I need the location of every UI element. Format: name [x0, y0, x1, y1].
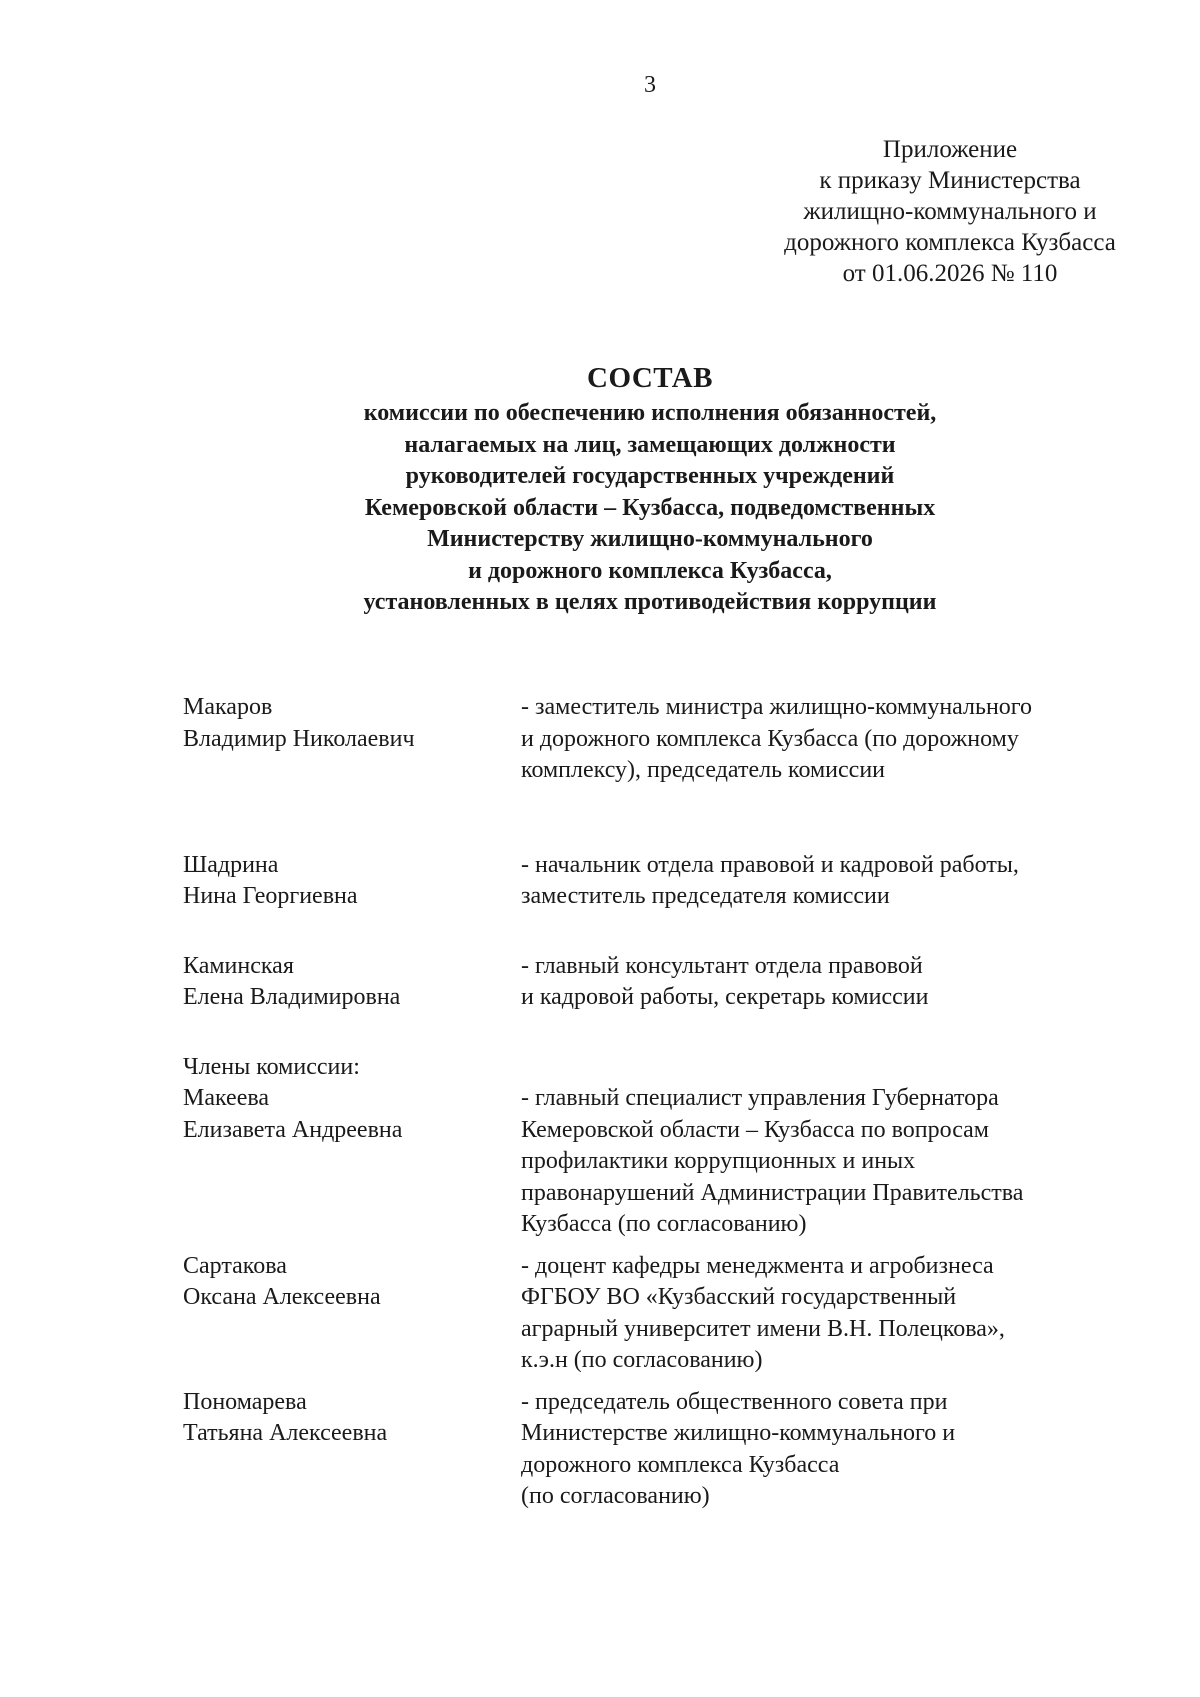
subtitle-line: Кемеровской области – Кузбасса, подведомственных	[364, 494, 936, 521]
member-role	[521, 1251, 1143, 1377]
member-name	[183, 1083, 521, 1146]
member-role	[521, 1387, 1143, 1513]
role-line: комплексу), председатель комиссии	[521, 757, 886, 783]
member-row	[183, 951, 1143, 1014]
subtitle-line: и дорожного комплекса Кузбасса,	[468, 557, 832, 584]
member-surname: Каминская	[183, 952, 294, 979]
member-row	[183, 850, 1143, 913]
member-role	[521, 850, 1143, 913]
role-line: аграрный университет имени В.Н. Полецкова»,	[521, 1315, 1005, 1342]
role-line: - председатель общественного совета при	[521, 1388, 948, 1415]
role-line: правонарушений Администрации Правительства	[521, 1179, 1024, 1206]
member-surname: Макеева	[183, 1085, 270, 1111]
subtitle-line: установленных в целях противодействия коррупции	[363, 589, 937, 615]
member-given-names: Елизавета Андреевна	[183, 1116, 403, 1143]
member-surname: Шадрина	[183, 851, 279, 878]
subtitle-line: налагаемых на лиц, замещающих должности	[404, 431, 896, 458]
member-given-names: Елена Владимировна	[183, 984, 401, 1010]
appendix-line: от 01.06.2026 № 110	[842, 260, 1058, 287]
role-line: Министерстве жилищно-коммунального и	[521, 1420, 956, 1446]
document-title: СОСТАВ	[587, 362, 713, 394]
member-name	[183, 692, 521, 755]
member-surname: Сартакова	[183, 1252, 287, 1279]
member-surname: Макаров	[183, 694, 273, 720]
subtitle-line: комиссии по обеспечению исполнения обязанностей,	[363, 400, 937, 426]
member-role	[521, 1083, 1143, 1241]
member-row	[183, 692, 1143, 787]
role-line: дорожного комплекса Кузбасса	[521, 1451, 840, 1478]
member-given-names: Татьяна Алексеевна	[183, 1420, 388, 1446]
member-name	[183, 1251, 521, 1314]
page-number: 3	[644, 72, 656, 98]
appendix-line: к приказу Министерства	[819, 167, 1081, 194]
member-given-names: Оксана Алексеевна	[183, 1284, 381, 1310]
document-subtitle	[0, 398, 1200, 619]
appendix-line: жилищно-коммунального и	[803, 198, 1097, 225]
subtitle-line: Министерству жилищно-коммунального	[427, 526, 873, 552]
role-line: заместитель председателя комиссии	[521, 883, 890, 909]
member-role	[521, 951, 1143, 1014]
role-line: профилактики коррупционных и иных	[521, 1148, 916, 1174]
role-line: к.э.н (по согласованию)	[521, 1347, 763, 1373]
role-line: - главный консультант отдела правовой	[521, 952, 923, 979]
role-line: - доцент кафедры менеджмента и агробизнеса	[521, 1252, 994, 1279]
role-line: Кузбасса (по согласованию)	[521, 1211, 807, 1237]
member-name	[183, 850, 521, 913]
members-section-label: Члены комиссии:	[183, 1053, 360, 1080]
member-name	[183, 1387, 521, 1450]
role-line: и кадровой работы, секретарь комиссии	[521, 984, 929, 1010]
member-name	[183, 951, 521, 1014]
role-line: - заместитель министра жилищно-коммунального	[521, 694, 1033, 720]
role-line: и дорожного комплекса Кузбасса (по дорожному	[521, 725, 1019, 752]
role-line: ФГБОУ ВО «Кузбасский государственный	[521, 1284, 957, 1310]
role-line: (по согласованию)	[521, 1483, 710, 1509]
subtitle-line: руководителей государственных учреждений	[405, 463, 895, 489]
commission-members-list	[183, 692, 1143, 1513]
member-role	[521, 692, 1143, 787]
role-line: - начальник отдела правовой и кадровой работы,	[521, 851, 1019, 878]
role-line: Кемеровской области – Кузбасса по вопросам	[521, 1116, 989, 1143]
role-line: - главный специалист управления Губернатора	[521, 1085, 999, 1111]
member-row	[183, 1083, 1143, 1241]
appendix-header	[690, 134, 1200, 289]
member-surname: Пономарева	[183, 1388, 307, 1415]
member-given-names: Нина Георгиевна	[183, 883, 358, 909]
member-row	[183, 1387, 1143, 1513]
member-given-names: Владимир Николаевич	[183, 725, 415, 752]
appendix-line: дорожного комплекса Кузбасса	[784, 229, 1116, 256]
appendix-line: Приложение	[882, 136, 1018, 163]
member-row	[183, 1251, 1143, 1377]
